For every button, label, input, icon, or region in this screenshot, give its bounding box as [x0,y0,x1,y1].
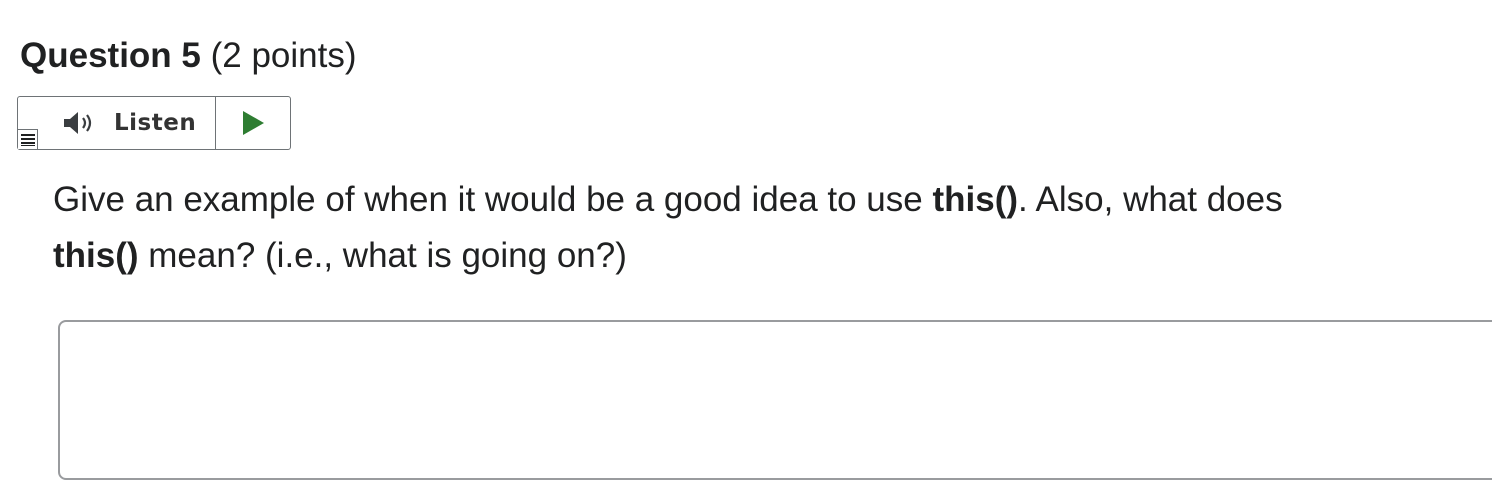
question-points: (2 points) [210,36,357,75]
listen-button[interactable] [56,97,196,149]
question-text [53,172,1333,284]
question-text-part: mean? (i.e., what is going on?) [138,236,627,275]
question-keyword: this() [932,180,1019,219]
question-title: Question 5 [20,36,201,75]
listen-label: Listen [114,110,197,136]
readspeaker-toolbar [17,96,291,150]
play-button[interactable] [216,97,290,149]
question-keyword: this() [53,236,139,275]
menu-icon [21,134,35,146]
question-text-part: Give an example of when it would be a good idea to use [53,180,933,219]
play-icon [241,110,265,136]
answer-input[interactable] [58,320,1492,480]
speaker-icon [56,108,104,138]
question-header [20,34,357,78]
listen-menu-button[interactable] [18,129,38,149]
question-text-part: . Also, what does [1018,180,1283,219]
